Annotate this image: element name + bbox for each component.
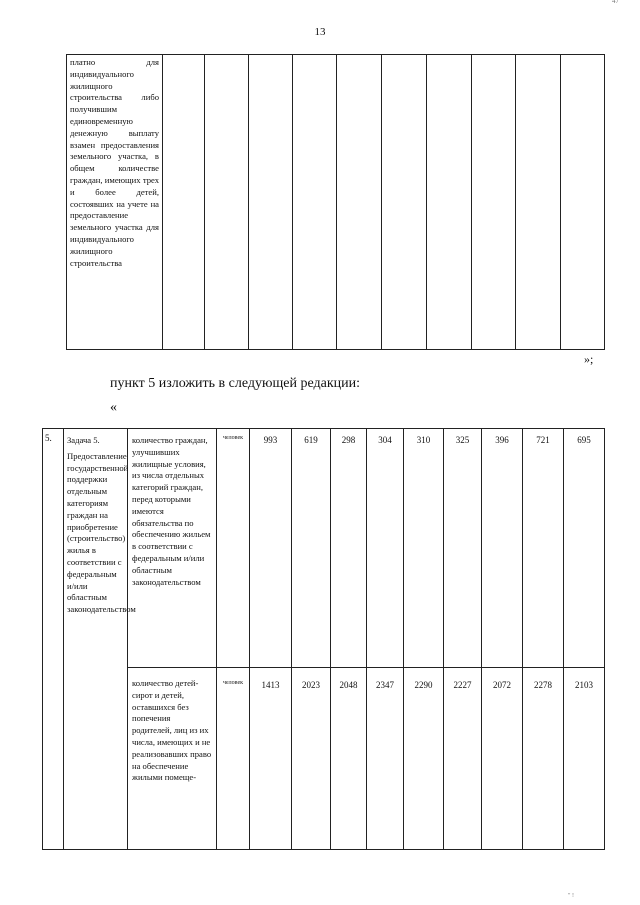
empty-cell (516, 55, 561, 350)
value-cell: 993 (250, 429, 292, 668)
value-cell: 2023 (292, 668, 331, 850)
corner-mark-top: 47 (612, 0, 619, 5)
value-cell: 2103 (564, 668, 605, 850)
continuation-table (66, 54, 605, 350)
value-cell: 2278 (523, 668, 564, 850)
empty-cell (427, 55, 472, 350)
value-cell: 2048 (331, 668, 367, 850)
value-cell: 325 (444, 429, 482, 668)
value-cell: 721 (523, 429, 564, 668)
value-cell: 619 (292, 429, 331, 668)
value-cell: 396 (482, 429, 523, 668)
value-cell: 304 (367, 429, 404, 668)
empty-cell (249, 55, 293, 350)
empty-cell (337, 55, 382, 350)
empty-cell (561, 55, 605, 350)
table-row (67, 55, 605, 350)
indicator-description: платно для индивидуального жилищного строительства либо получившим единовременную денежную выплату взамен предоставления земельного участка, в общем количестве граждан, имеющих трех и более детей, состоявших на учете на предоставление земельного участка для индивидуального жилищного строительства (67, 55, 163, 350)
row-number: 5. (43, 429, 64, 850)
value-cell: 695 (564, 429, 605, 668)
task-title: Задача 5. (67, 435, 100, 445)
table-row (43, 429, 605, 668)
unit-label: человек (217, 668, 250, 850)
value-cell: 298 (331, 429, 367, 668)
indicator-text: количество граждан, улучшивших жилищные условия, из числа отдельных категорий граждан, перед которыми имеются обязательства по обеспечению жильем в соответствии с федеральным и/или областным законодательством (128, 429, 217, 668)
value-cell: 2227 (444, 668, 482, 850)
value-cell: 1413 (250, 668, 292, 850)
value-cell: 2347 (367, 668, 404, 850)
indicator-text: количество детей-сирот и детей, оставшихся без попечения родителей, лиц из их числа, имеющих и не реализовавших право на обеспечение жилыми помеще- (128, 668, 217, 850)
task-description: Предоставление государственной поддержки отдельным категориям граждан на приобретение (строительство) жилья в соответствии с федеральным и/или областным законодательством (67, 450, 136, 615)
opening-quote: « (110, 400, 117, 415)
task-table (42, 428, 605, 850)
amendment-intro: пункт 5 изложить в следующей редакции: (110, 376, 360, 391)
value-cell: 2290 (404, 668, 444, 850)
table-row (43, 668, 605, 850)
empty-cell (472, 55, 516, 350)
value-cell: 310 (404, 429, 444, 668)
empty-cell (205, 55, 249, 350)
empty-cell (163, 55, 205, 350)
corner-mark-bottom: " ! (568, 893, 574, 899)
value-cell: 2072 (482, 668, 523, 850)
closing-quote: »; (584, 352, 594, 366)
unit-label: человек (217, 429, 250, 668)
task-cell (64, 429, 136, 850)
empty-cell (382, 55, 427, 350)
page-number: 13 (314, 26, 326, 38)
empty-cell (293, 55, 337, 350)
